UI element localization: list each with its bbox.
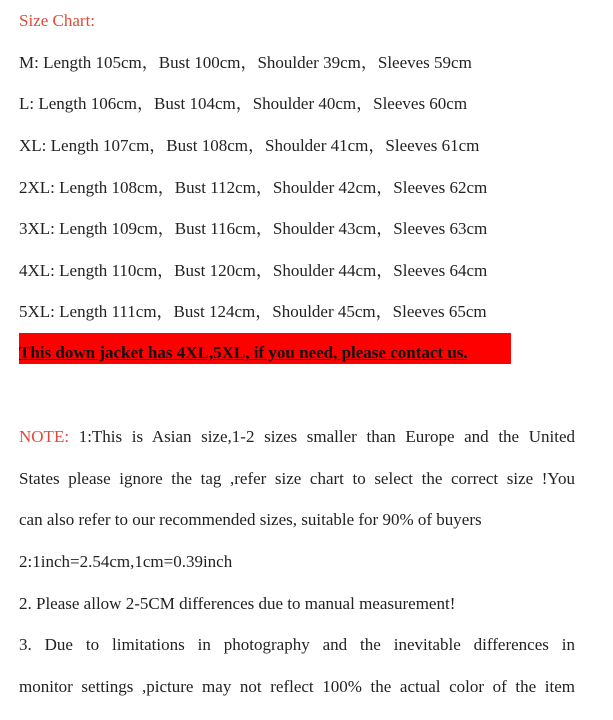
size-row-m: M: Length 105cm，Bust 100cm，Shoulder 39cm，Sleeves 59cm xyxy=(19,53,472,72)
note-line-1 xyxy=(19,427,575,447)
note-line-1-text: 1:This is Asian size,1-2 sizes smaller than Europe and the United xyxy=(69,427,575,446)
contact-banner xyxy=(19,333,511,364)
note-line-7: monitor settings ,picture may not reflect 100% the actual color of the item xyxy=(19,677,575,696)
note-line-2: States please ignore the tag ,refer size chart to select the correct size !You xyxy=(19,469,575,488)
note-line-3: can also refer to our recommended sizes, suitable for 90% of buyers xyxy=(19,510,482,529)
note-line-6: 3. Due to limitations in photography and the inevitable differences in xyxy=(19,635,575,654)
size-row-3xl: 3XL: Length 109cm，Bust 116cm，Shoulder 43cm，Sleeves 63cm xyxy=(19,219,488,238)
contact-banner-text: This down jacket has 4XL,5XL, if you need, please contact us. xyxy=(19,343,468,362)
note-line-5: 2. Please allow 2-5CM differences due to manual measurement! xyxy=(19,594,456,613)
size-chart-title: Size Chart: xyxy=(19,11,96,30)
size-row-4xl: 4XL: Length 110cm，Bust 120cm，Shoulder 44cm，Sleeves 64cm xyxy=(19,261,488,280)
size-row-xl: XL: Length 107cm，Bust 108cm，Shoulder 41cm，Sleeves 61cm xyxy=(19,136,480,155)
note-label: NOTE: xyxy=(19,427,70,446)
size-row-5xl: 5XL: Length 111cm，Bust 124cm，Shoulder 45cm，Sleeves 65cm xyxy=(19,302,487,321)
size-row-l: L: Length 106cm，Bust 104cm，Shoulder 40cm，Sleeves 60cm xyxy=(19,94,468,113)
note-line-4: 2:1inch=2.54cm,1cm=0.39inch xyxy=(19,552,233,571)
size-row-2xl: 2XL: Length 108cm，Bust 112cm，Shoulder 42cm，Sleeves 62cm xyxy=(19,178,488,197)
